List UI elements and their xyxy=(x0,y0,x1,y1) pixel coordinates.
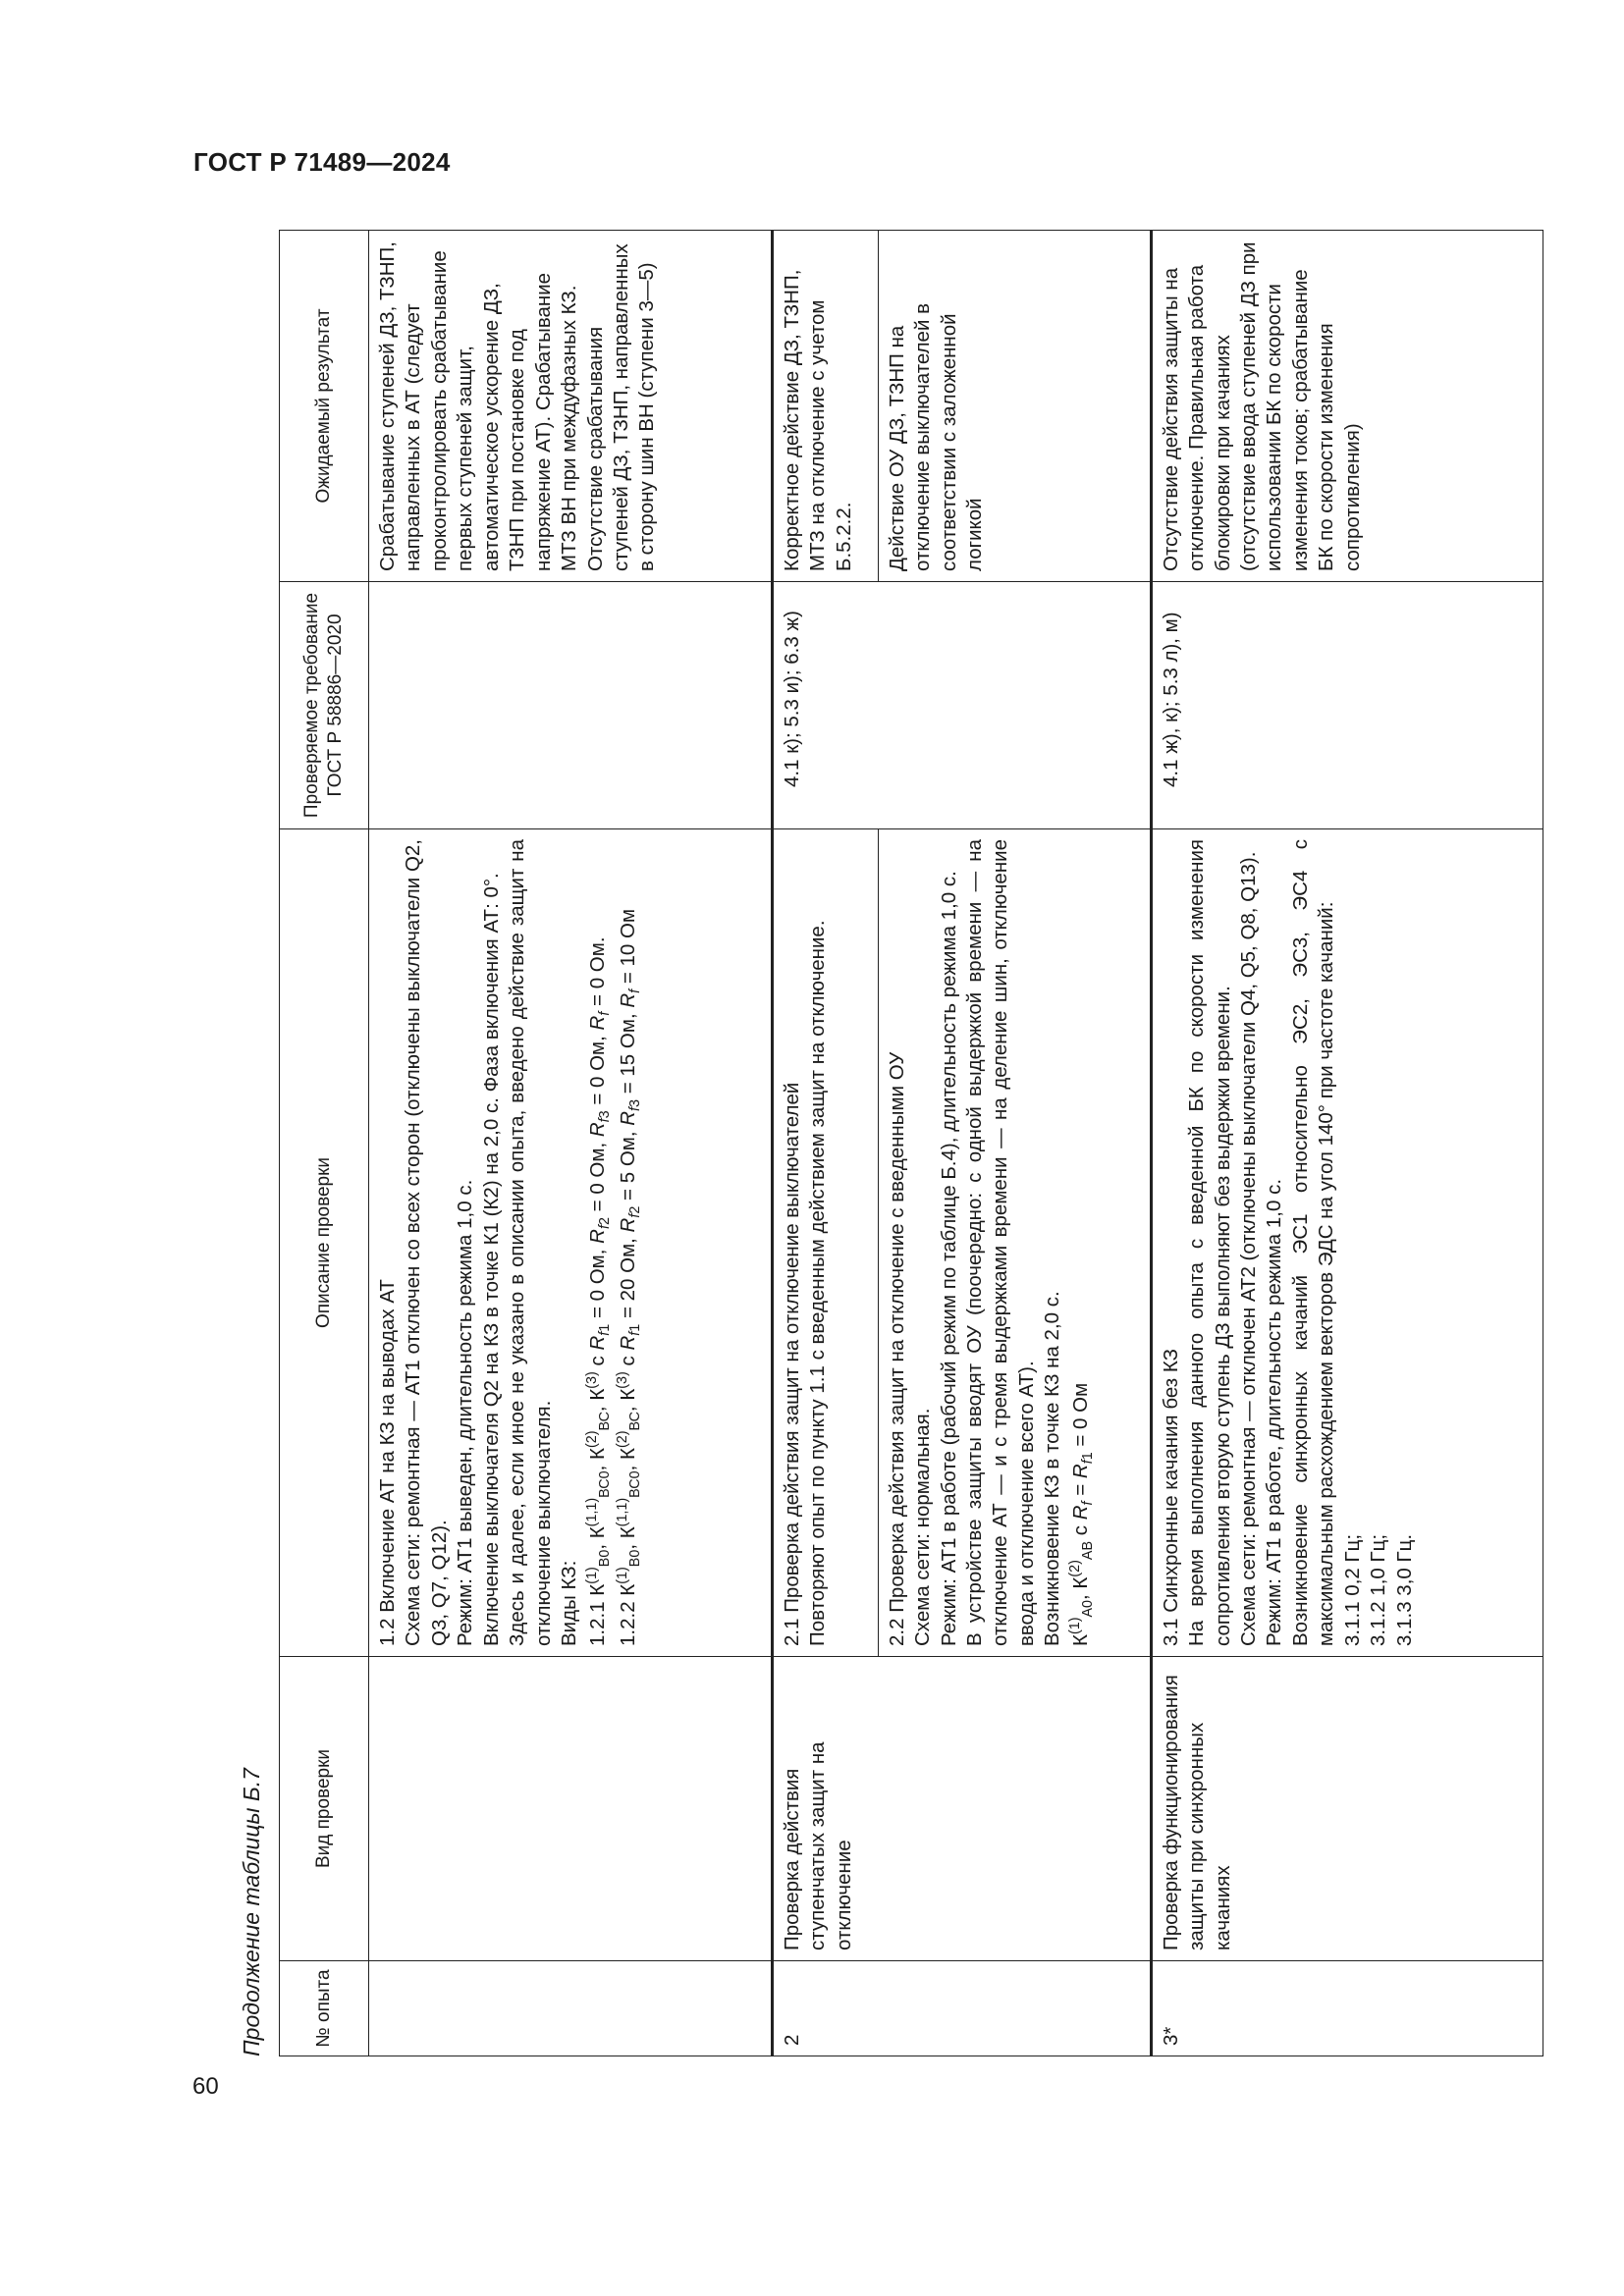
row3-no: 3* xyxy=(1151,1961,1543,2056)
row3-freq-3: 3.1.3 3,0 Гц. xyxy=(1392,1533,1416,1646)
row2-requirement: 4.1 к); 5.3 и); 6.3 ж) xyxy=(772,582,1151,829)
row3-freq-1: 3.1.1 0,2 Гц; xyxy=(1340,1533,1364,1646)
row2-type: Проверка действия ступенчатых защит на отключение xyxy=(772,1657,1151,1961)
row3-result: Отсутствие действия защиты на отключение. Правильная работа блокировки при качаниях (отсутствие ввода ступеней ДЗ при использовании БК по скорости изменения токов; срабатывание БК по скорости изменения сопротивления) xyxy=(1151,231,1543,582)
row3-swing: Возникновение синхронных качаний ЭС1 относительно ЭС2, ЭС3, ЭС4 с максимальным расхождением векторов ЭДС на угол 140° при частоте качаний: xyxy=(1288,839,1338,1646)
row2b-description xyxy=(878,829,1151,1657)
row1-no xyxy=(369,1961,773,2056)
row3-intro: На время выполнения данного опыта с введенной БК по скорости изменения сопротивления вторую ступень ДЗ выполняют без выдержки времени. xyxy=(1185,839,1234,1646)
table-caption: Продолжение таблицы Б.7 xyxy=(239,1768,264,2056)
row2a-description xyxy=(772,829,878,1657)
row3-description xyxy=(1151,829,1543,1657)
row2b-ou: В устройстве защиты вводят ОУ (поочередно: с одной выдержкой времени — на отключение АТ — и с тремя выдержками времени — на деление шин, отключение ввода и отключение всего АТ). xyxy=(962,839,1038,1646)
row2b-title: 2.2 Проверка действия защит на отключение с введенными ОУ xyxy=(885,1051,908,1646)
table-row xyxy=(369,231,773,2056)
row1-note: Здесь и далее, если иное не указано в описании опыта, введено действие защит на отключение выключателя. xyxy=(506,839,555,1646)
table-row xyxy=(772,231,878,2056)
row1-switching: Включение выключателя Q2 на КЗ в точке К1 (К2) на 2,0 с. Фаза включения АТ: 0°. xyxy=(479,873,503,1646)
row2b-fault: Возникновение КЗ в точке К3 на 2,0 с. xyxy=(1041,1291,1064,1646)
row1-fault-set-2: 1.2.2 $К^{(1)}_{В0}$, К$^{(1,1)}_{ВС0}$, $К^{(2)}_{ВС}$, $К^{(3)}$ с $R_{f1} = 20$ Ом, $R_{f2} = 5$ Ом, $R_{f3} = 15$ Ом, $R_f = 10$ Ом xyxy=(614,908,643,1646)
row1-requirement xyxy=(369,582,773,829)
row3-type: Проверка функционирования защиты при синхронных качаниях xyxy=(1151,1657,1543,1961)
row2a-title: 2.1 Проверка действия защит на отключение выключателей xyxy=(780,1082,803,1646)
row1-fault-set-1: 1.2.1 $К^{(1)}_{В0}$, К$^{(1,1)}_{ВС0}$, $К^{(2)}_{ВС}$, $К^{(3)}$ с $R_{f1} = 0$ Ом, $R_{f2} = 0$ Ом, $R_{f3} = 0$ Ом, $R_f = 0$ Ом. xyxy=(583,936,613,1646)
verification-table xyxy=(279,230,1543,2056)
row1-scheme: Схема сети: ремонтная — АТ1 отключен со всех сторон (отключены выключатели Q2, Q3, Q7, Q12). xyxy=(402,839,451,1646)
row1-faults-label: Виды КЗ: xyxy=(558,1560,581,1646)
header-type: Вид проверки xyxy=(280,1657,369,1961)
row3-mode: Режим: АТ1 в работе, длительность режима 1,0 с. xyxy=(1263,1178,1286,1646)
row3-scheme: Схема сети: ремонтная — отключен АТ2 (отключены выключатели Q4, Q5, Q8, Q13). xyxy=(1236,851,1260,1646)
row1-type xyxy=(369,1657,773,1961)
rotated-table-block xyxy=(232,231,1496,2056)
row2b-scheme: Схема сети: нормальная. xyxy=(911,1408,935,1646)
row1-mode: Режим: АТ1 выведен, длительность режима 1,0 с. xyxy=(454,1179,477,1646)
row2-no: 2 xyxy=(772,1961,1151,2056)
header-description: Описание проверки xyxy=(280,829,369,1657)
row2b-mode: Режим: АТ1 в работе (рабочий режим по таблице Б.4), длительность режима 1,0 с. xyxy=(937,871,960,1646)
header-result: Ожидаемый результат xyxy=(280,231,369,582)
table-row xyxy=(1151,231,1543,2056)
row1-result: Срабатывание ступеней ДЗ, ТЗНП, направленных в АТ (следует проконтролировать срабатывание первых ступеней защит, автоматическое ускорение ДЗ, ТЗНП при постановке под напряжение АТ). Срабатывание МТЗ ВН при междуфазных КЗ. Отсутствие срабатывания ступеней ДЗ, ТЗНП, направленных в сторону шин ВН (ступени 3—5) xyxy=(369,231,773,582)
row2b-fault-types: $К^{(1)}_{А0}$, $К^{(2)}_{АВ}$ с $R_f = R_{f1} = 0$ Ом xyxy=(1066,1382,1096,1646)
header-requirement: Проверяемое требование ГОСТ Р 58886—2020 xyxy=(280,582,369,829)
table-header-row xyxy=(280,231,369,2056)
page-number: 60 xyxy=(192,2073,219,2100)
row3-title: 3.1 Синхронные качания без КЗ xyxy=(1159,1349,1182,1646)
header-no: № опыта xyxy=(280,1961,369,2056)
row3-requirement: 4.1 ж), к); 5.3 л), м) xyxy=(1151,582,1543,829)
row3-freq-2: 3.1.2 1,0 Гц; xyxy=(1367,1533,1390,1646)
row2a-result: Корректное действие ДЗ, ТЗНП, МТЗ на отключение с учетом Б.5.2.2. xyxy=(772,231,878,582)
row1-title: 1.2 Включение АТ на КЗ на выводах АТ xyxy=(376,1279,399,1646)
row2b-result: Действие ОУ ДЗ, ТЗНП на отключение выключателей в соответствии с заложенной логикой xyxy=(878,231,1151,582)
row1-description xyxy=(369,829,773,1657)
row2a-text: Повторяют опыт по пункту 1.1 с введенным действием защит на отключение. xyxy=(806,920,830,1646)
document-header: ГОСТ Р 71489—2024 xyxy=(193,147,451,177)
